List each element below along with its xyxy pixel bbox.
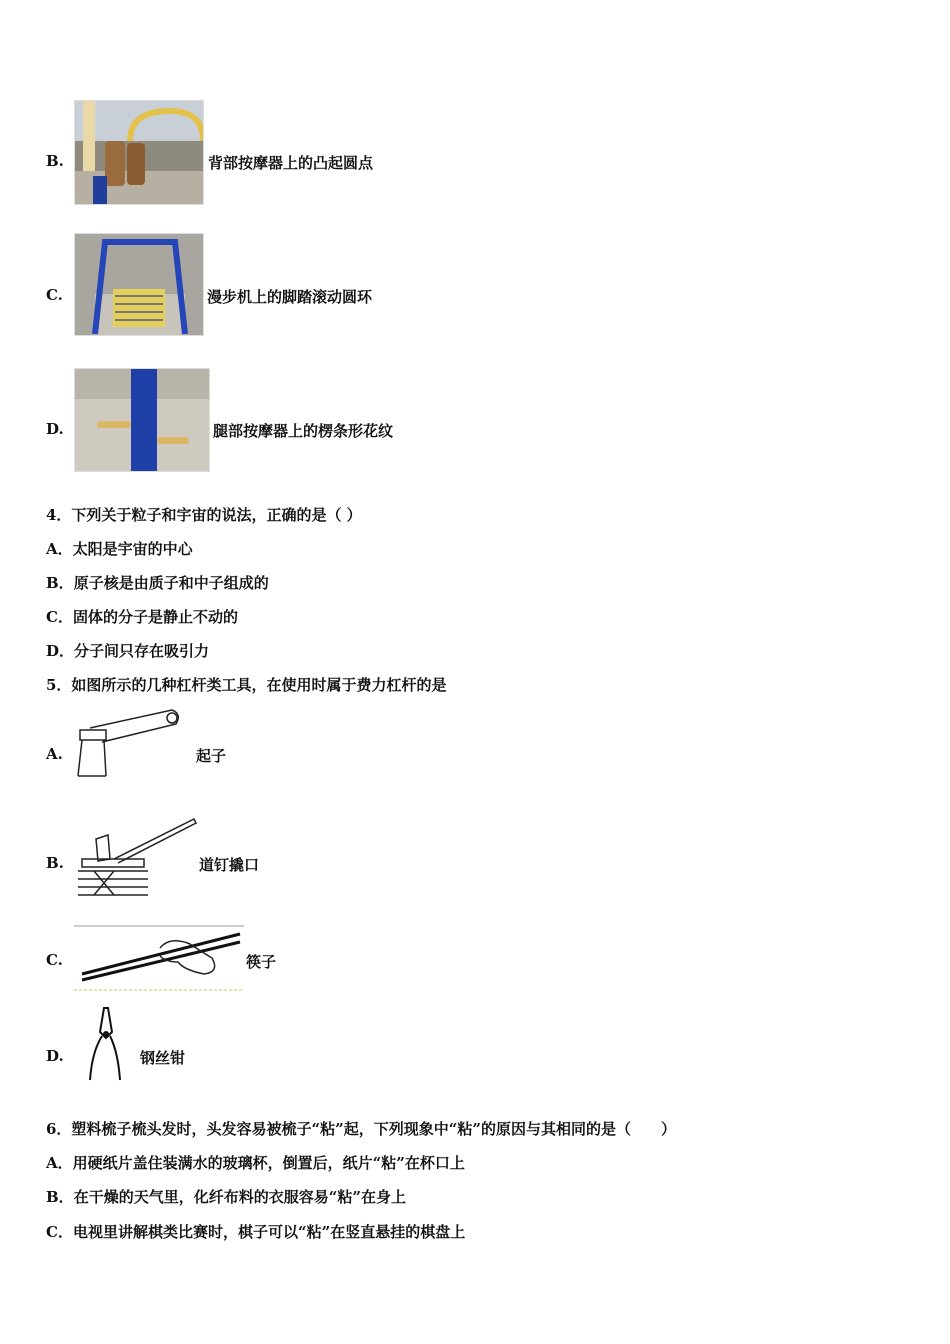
walking-machine-photo	[74, 233, 204, 336]
q4-option-a	[46, 538, 193, 559]
q6-option-a-label: A．	[46, 1154, 73, 1172]
q6-option-c-text: 电视里讲解棋类比赛时，棋子可以“粘”在竖直悬挂的棋盘上	[72, 1223, 466, 1241]
q3-option-b-label: B.	[46, 152, 64, 170]
q4-option-d-label: D．	[46, 642, 75, 660]
q4-option-d-text: 分子间只存在吸引力	[74, 642, 210, 660]
q4-option-a-label: A．	[46, 540, 73, 558]
q4-stem: 4．下列关于粒子和宇宙的说法，正确的是（ ）	[46, 506, 362, 524]
q6-option-b-text: 在干燥的天气里，化纤布料的衣服容易“粘”在身上	[73, 1188, 406, 1206]
q5-option-b-label: B.	[46, 854, 64, 872]
q5-option-c-text: 筷子	[246, 953, 277, 971]
q5-option-c-label: C.	[46, 951, 63, 969]
q3-option-c-label: C.	[46, 286, 63, 304]
chopsticks-sketch	[74, 922, 246, 994]
q4-option-c-text: 固体的分子是静止不动的	[72, 608, 238, 626]
q3-option-c-text: 漫步机上的脚踏滚动圆环	[207, 288, 373, 306]
q4-option-d	[46, 640, 209, 661]
q5-option-a-label: A.	[46, 745, 63, 763]
leg-massager-photo	[74, 368, 210, 472]
q6-option-b	[46, 1186, 406, 1207]
q4-option-a-text: 太阳是宇宙的中心	[72, 540, 193, 558]
q6-option-b-label: B．	[46, 1188, 74, 1206]
q6-option-a	[46, 1152, 465, 1173]
rail-spike-bar-sketch	[74, 815, 198, 897]
q3-option-d-text: 腿部按摩器上的楞条形花纹	[213, 422, 394, 440]
q6-option-c-label: C．	[46, 1223, 73, 1241]
bottle-opener-sketch	[72, 706, 184, 778]
back-massager-photo	[74, 100, 204, 205]
pliers-sketch	[86, 1006, 124, 1082]
q4-option-b-label: B．	[46, 574, 74, 592]
q6-option-c	[46, 1221, 465, 1242]
q6-stem: 6．塑料梳子梳头发时，头发容易被梳子“粘”起，下列现象中“粘”的原因与其相同的是（ ）	[46, 1120, 676, 1138]
q5-option-b-text: 道钉撬口	[199, 856, 260, 874]
q5-option-d-text: 钢丝钳	[140, 1049, 186, 1067]
q6-option-a-text: 用硬纸片盖住装满水的玻璃杯，倒置后，纸片“粘”在杯口上	[72, 1154, 465, 1172]
q4-option-c-label: C．	[46, 608, 73, 626]
q3-option-b-text: 背部按摩器上的凸起圆点	[208, 154, 374, 172]
q5-option-a-text: 起子	[196, 747, 227, 765]
q5-option-d-label: D.	[46, 1047, 64, 1065]
q5-stem: 5．如图所示的几种杠杆类工具，在使用时属于费力杠杆的是	[46, 676, 447, 694]
q3-option-d-label: D.	[46, 420, 64, 438]
q4-option-b-text: 原子核是由质子和中子组成的	[73, 574, 269, 592]
q4-option-b	[46, 572, 269, 593]
q4-option-c	[46, 606, 238, 627]
